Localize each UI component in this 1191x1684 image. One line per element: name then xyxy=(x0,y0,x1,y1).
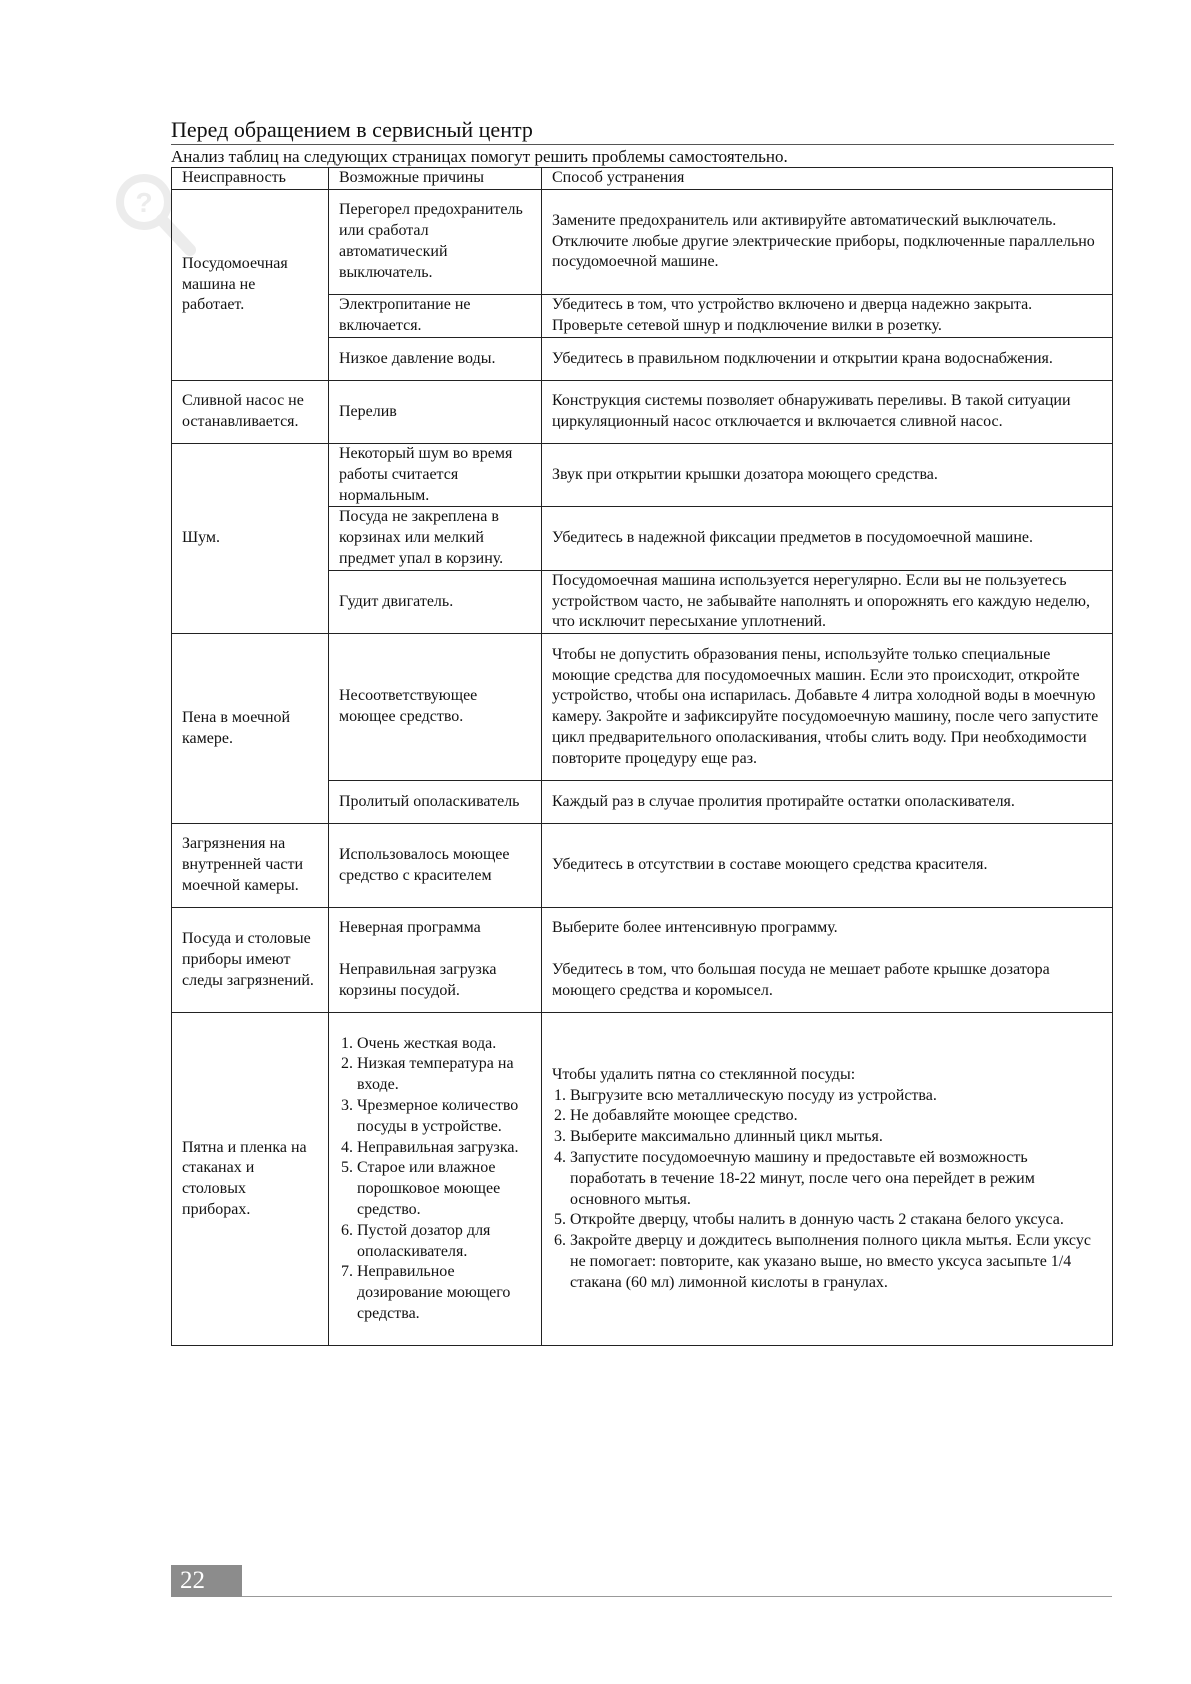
solution-cell: Замените предохранитель или активируйте автоматический выключатель. Отключите любые другие электрические приборы, подключенные параллельно посудомоечной машине. xyxy=(542,190,1113,295)
page-subtitle: Анализ таблиц на следующих страницах помогут решить проблемы самостоятельно. xyxy=(171,147,788,166)
cause-cell: Некоторый шум во время работы считается нормальным. xyxy=(329,444,542,507)
cause-cell: Электропитание не включается. xyxy=(329,295,542,338)
solution-cell: Убедитесь в надежной фиксации предметов в посудомоечной машине. xyxy=(542,507,1113,570)
cause-cell: Перегорел предохранитель или сработал автоматический выключатель. xyxy=(329,190,542,295)
solution-line: Выберите более интенсивную программу. xyxy=(552,919,838,937)
table-row xyxy=(172,1013,1113,1346)
list-item: 3. Чрезмерное количество посуды в устройстве. xyxy=(357,1096,531,1138)
solution-cell: Конструкция системы позволяет обнаруживать переливы. В такой ситуации циркуляционный насос отключается и включается сливной насос. xyxy=(542,381,1113,444)
cause-cell: Посуда не закреплена в корзинах или мелкий предмет упал в корзину. xyxy=(329,507,542,570)
solution-line: Убедитесь в том, что большая посуда не мешает работе крышке дозатора моющего средства и коромысел. xyxy=(552,961,1050,1000)
page-title: Перед обращением в сервисный центр xyxy=(171,116,1114,145)
footer-rule xyxy=(242,1596,1112,1597)
problem-cell: Посудомоечная машина не работает. xyxy=(172,190,329,381)
problem-cell: Пена в моечной камере. xyxy=(172,634,329,824)
problem-cell: Пятна и пленка на стаканах и столовых приборах. xyxy=(172,1013,329,1346)
list-item: 4. Запустите посудомоечную машину и предоставьте ей возможность поработать в течение 18-22 минут, после чего она перейдет в режим основного мытья. xyxy=(570,1148,1102,1210)
solution-steps xyxy=(552,1086,1102,1294)
troubleshooting-table xyxy=(171,167,1113,1346)
list-item: 6. Пустой дозатор для ополаскивателя. xyxy=(357,1221,531,1263)
page-number: 22 xyxy=(171,1565,242,1597)
solution-cell xyxy=(542,1013,1113,1346)
cause-cell: Перелив xyxy=(329,381,542,444)
svg-text:?: ? xyxy=(135,187,153,218)
cause-cell: Несоответствующее моющее средство. xyxy=(329,634,542,781)
table-row xyxy=(172,824,1113,908)
header-solution: Способ устранения xyxy=(542,168,1113,190)
solution-cell: Убедитесь в отсутствии в составе моющего средства красителя. xyxy=(542,824,1113,908)
problem-cell: Сливной насос не останавливается. xyxy=(172,381,329,444)
problem-cell: Посуда и столовые приборы имеют следы загрязнений. xyxy=(172,908,329,1013)
cause-list xyxy=(339,1034,531,1325)
list-item: 2. Низкая температура на входе. xyxy=(357,1054,531,1096)
cause-cell xyxy=(329,1013,542,1346)
table-header-row xyxy=(172,168,1113,190)
table-row xyxy=(172,381,1113,444)
list-item: 1. Очень жесткая вода. xyxy=(357,1034,531,1055)
list-item: 2. Не добавляйте моющее средство. xyxy=(570,1106,1102,1127)
list-item: 3. Выберите максимально длинный цикл мытья. xyxy=(570,1127,1102,1148)
cause-line: Неправильная загрузка корзины посудой. xyxy=(339,961,497,1000)
header-problem: Неисправность xyxy=(172,168,329,190)
solution-cell: Звук при открытии крышки дозатора моющего средства. xyxy=(542,444,1113,507)
solution-cell: Каждый раз в случае пролития протирайте остатки ополаскивателя. xyxy=(542,781,1113,824)
solution-cell: Убедитесь в том, что устройство включено и дверца надежно закрыта. Проверьте сетевой шнур и подключение вилки в розетку. xyxy=(542,295,1113,338)
problem-cell: Шум. xyxy=(172,444,329,634)
cause-cell: Пролитый ополаскиватель xyxy=(329,781,542,824)
table-row xyxy=(172,634,1113,781)
list-item: 5. Откройте дверцу, чтобы налить в донную часть 2 стакана белого уксуса. xyxy=(570,1210,1102,1231)
cause-cell: Использовалось моющее средство с красителем xyxy=(329,824,542,908)
problem-cell: Загрязнения на внутренней части моечной камеры. xyxy=(172,824,329,908)
solution-cell: Убедитесь в правильном подключении и открытии крана водоснабжения. xyxy=(542,338,1113,381)
cause-cell: Низкое давление воды. xyxy=(329,338,542,381)
cause-cell: Гудит двигатель. xyxy=(329,570,542,633)
list-item: 6. Закройте дверцу и дождитесь выполнения полного цикла мытья. Если уксус не помогает: повторите, как указано выше, но вместо уксуса засыпьте 1/4 стакана (60 мл) лимонной кислоты в гранулах. xyxy=(570,1231,1102,1293)
list-item: 1. Выгрузите всю металлическую посуду из устройства. xyxy=(570,1086,1102,1107)
cause-line: Неверная программа xyxy=(339,919,481,937)
list-item: 5. Старое или влажное порошковое моющее средство. xyxy=(357,1158,531,1220)
table-row xyxy=(172,444,1113,507)
table-row xyxy=(172,908,1113,1013)
list-item: 7. Неправильное дозирование моющего средства. xyxy=(357,1262,531,1324)
solution-cell: Чтобы не допустить образования пены, используйте только специальные моющие средства для посудомоечных машин. Если это происходит, откройте устройство, чтобы она испарилась. Добавьте 4 литра холодной воды в моечную камеру. Закройте и зафиксируйте посудомоечную машину, после чего запустите цикл предварительного ополаскивания, чтобы слить воду. При необходимости повторите процедуру еще раз. xyxy=(542,634,1113,781)
header-causes: Возможные причины xyxy=(329,168,542,190)
list-item: 4. Неправильная загрузка. xyxy=(357,1138,531,1159)
solution-cell: Посудомоечная машина используется нерегулярно. Если вы не пользуетесь устройством часто, не забывайте наполнять и опорожнять его каждую неделю, что исключит пересыхание уплотнений. xyxy=(542,570,1113,633)
solution-cell xyxy=(542,908,1113,1013)
table-row xyxy=(172,190,1113,295)
cause-cell xyxy=(329,908,542,1013)
solution-intro: Чтобы удалить пятна со стеклянной посуды: xyxy=(552,1065,856,1083)
